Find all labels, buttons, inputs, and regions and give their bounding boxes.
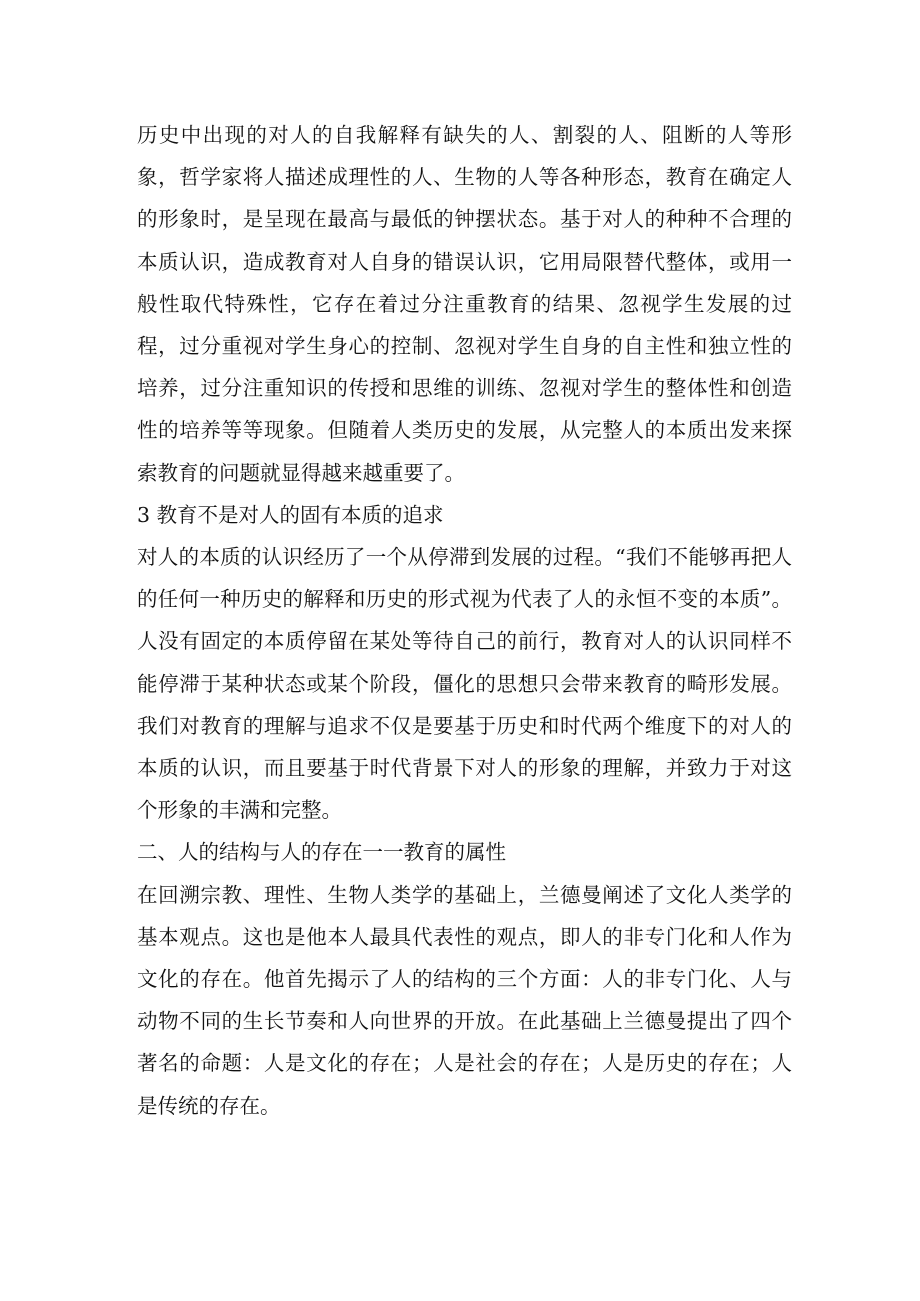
section-heading-2: 二、人的结构与人的存在一一教育的属性 xyxy=(137,840,506,865)
paragraph-essence-development: 对人的本质的认识经历了一个从停滞到发展的过程。“我们不能够再把人的任何一种历史的解释和历史的形式视为代表了人的永恒不变的本质”。人没有固定的本质停留在某处等待自己的前行，教育对人的认识同样不能停滞于某种状态或某个阶段，僵化的思想只会带来教育的畸形发展。我们对教育的理解与追求不仅是要基于历史和时代两个维度下的对人的本质的认识，而且要基于时代背景下对人的形象的理解，并致力于对这个形象的丰满和完整。 xyxy=(137,545,792,823)
paragraph-landmann-anthropology: 在回溯宗教、理性、生物人类学的基础上，兰德曼阐述了文化人类学的基本观点。这也是他本人最具代表性的观点，即人的非专门化和人作为文化的存在。他首先揭示了人的结构的三个方面：人的非专门化、人与动物不同的生长节奏和人向世界的开放。在此基础上兰德曼提出了四个著名的命题：人是文化的存在；人是社会的存在；人是历史的存在；人是传统的存在。 xyxy=(137,882,792,1118)
paragraph-education-history: 历史中出现的对人的自我解释有缺失的人、割裂的人、阻断的人等形象，哲学家将人描述成理性的人、生物的人等各种形态，教育在确定人的形象时，是呈现在最高与最低的钟摆状态。基于对人的种种不合理的本质认识，造成教育对人自身的错误认识，它用局限替代整体，或用一般性取代特殊性，它存在着过分注重教育的结果、忽视学生发展的过程，过分重视对学生身心的控制、忽视对学生自身的自主性和独立性的培养，过分注重知识的传授和思维的训练、忽视对学生的整体性和创造性的培养等等现象。但随着人类历史的发展，从完整人的本质出发来探索教育的问题就显得越来越重要了。 xyxy=(137,123,792,485)
section-heading-3: 3 教育不是对人的固有本质的追求 xyxy=(137,502,444,527)
document-body xyxy=(137,114,792,1127)
